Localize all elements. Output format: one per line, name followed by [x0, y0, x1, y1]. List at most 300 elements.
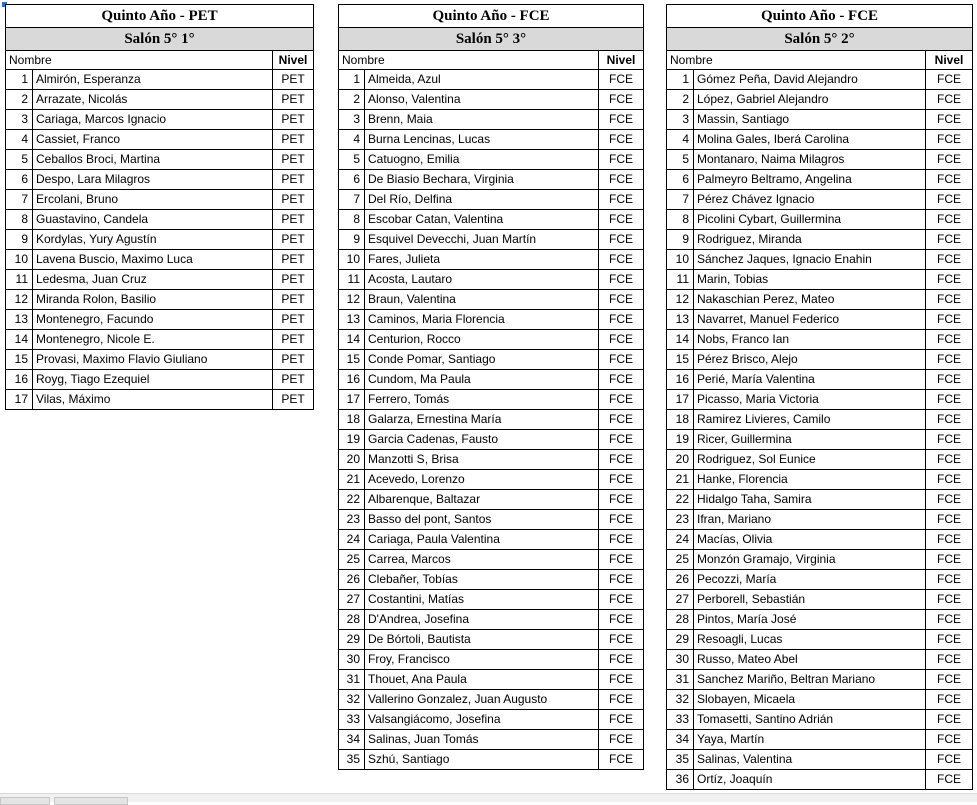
row-number[interactable]: 26: [667, 570, 694, 590]
student-name[interactable]: Nobs, Franco Ian: [694, 330, 926, 350]
student-level[interactable]: FCE: [926, 610, 973, 630]
row-number[interactable]: 34: [339, 730, 365, 750]
table-row: [667, 330, 973, 350]
student-level[interactable]: FCE: [599, 550, 644, 570]
student-name[interactable]: Garcia Cadenas, Fausto: [365, 430, 599, 450]
student-name[interactable]: Galarza, Ernestina María: [365, 410, 599, 430]
student-level[interactable]: FCE: [599, 290, 644, 310]
row-number[interactable]: 5: [667, 150, 694, 170]
row-number[interactable]: 20: [339, 450, 365, 470]
student-name[interactable]: Esquivel Devecchi, Juan Martín: [365, 230, 599, 250]
row-number[interactable]: 16: [339, 370, 365, 390]
student-level[interactable]: FCE: [926, 450, 973, 470]
student-level[interactable]: FCE: [926, 510, 973, 530]
student-name[interactable]: Clebañer, Tobías: [365, 570, 599, 590]
student-name[interactable]: De Bórtoli, Bautista: [365, 630, 599, 650]
student-level[interactable]: FCE: [926, 570, 973, 590]
row-number[interactable]: 25: [667, 550, 694, 570]
student-level[interactable]: FCE: [599, 170, 644, 190]
table-subtitle: Salón 5° 1°: [6, 28, 314, 51]
student-level[interactable]: FCE: [926, 530, 973, 550]
student-name[interactable]: Carrea, Marcos: [365, 550, 599, 570]
row-number[interactable]: 22: [339, 490, 365, 510]
student-name[interactable]: Basso del pont, Santos: [365, 510, 599, 530]
student-name[interactable]: Szhú, Santiago: [365, 750, 599, 770]
student-name[interactable]: Picolini Cybart, Guillermina: [694, 210, 926, 230]
student-level[interactable]: FCE: [926, 110, 973, 130]
student-level[interactable]: PET: [273, 250, 314, 270]
sheet-tab[interactable]: [0, 797, 50, 805]
student-level[interactable]: FCE: [926, 250, 973, 270]
student-name[interactable]: Ifran, Mariano: [694, 510, 926, 530]
row-number[interactable]: 7: [6, 190, 33, 210]
row-number[interactable]: 28: [339, 610, 365, 630]
row-number[interactable]: 23: [339, 510, 365, 530]
student-level[interactable]: FCE: [599, 370, 644, 390]
student-level[interactable]: FCE: [599, 90, 644, 110]
table-subtitle: Salón 5° 3°: [339, 28, 644, 51]
row-number[interactable]: 1: [667, 70, 694, 90]
row-number[interactable]: 30: [667, 650, 694, 670]
row-number[interactable]: 6: [339, 170, 365, 190]
student-name[interactable]: Braun, Valentina: [365, 290, 599, 310]
row-number[interactable]: 10: [6, 250, 33, 270]
student-level[interactable]: FCE: [926, 230, 973, 250]
student-name[interactable]: Almirón, Esperanza: [33, 70, 273, 90]
student-name[interactable]: Escobar Catan, Valentina: [365, 210, 599, 230]
student-level[interactable]: FCE: [599, 510, 644, 530]
row-number[interactable]: 15: [339, 350, 365, 370]
student-level[interactable]: PET: [273, 270, 314, 290]
student-name[interactable]: López, Gabriel Alejandro: [694, 90, 926, 110]
student-name[interactable]: Cassiet, Franco: [33, 130, 273, 150]
table-row: [667, 310, 973, 330]
row-number[interactable]: 4: [667, 130, 694, 150]
student-level[interactable]: PET: [273, 70, 314, 90]
student-level[interactable]: FCE: [926, 370, 973, 390]
row-number[interactable]: 12: [6, 290, 33, 310]
student-name[interactable]: Froy, Francisco: [365, 650, 599, 670]
student-name[interactable]: Catuogno, Emilia: [365, 150, 599, 170]
row-number[interactable]: 4: [6, 130, 33, 150]
table-row: [6, 130, 314, 150]
table-row: [667, 150, 973, 170]
student-name[interactable]: Salinas, Juan Tomás: [365, 730, 599, 750]
student-level[interactable]: FCE: [599, 150, 644, 170]
student-name[interactable]: Pérez Brisco, Alejo: [694, 350, 926, 370]
row-number[interactable]: 6: [6, 170, 33, 190]
table-row: [667, 210, 973, 230]
row-number[interactable]: 29: [667, 630, 694, 650]
student-name[interactable]: Ercolani, Bruno: [33, 190, 273, 210]
student-name[interactable]: Pecozzi, María: [694, 570, 926, 590]
row-number[interactable]: 10: [339, 250, 365, 270]
student-level[interactable]: FCE: [599, 110, 644, 130]
row-number[interactable]: 6: [667, 170, 694, 190]
row-number[interactable]: 13: [6, 310, 33, 330]
row-number[interactable]: 19: [339, 430, 365, 450]
row-number[interactable]: 14: [339, 330, 365, 350]
table-row: [667, 190, 973, 210]
row-number[interactable]: 21: [667, 470, 694, 490]
student-name[interactable]: Sánchez Jaques, Ignacio Enahin: [694, 250, 926, 270]
student-name[interactable]: Rodriguez, Miranda: [694, 230, 926, 250]
row-number[interactable]: 12: [667, 290, 694, 310]
row-number[interactable]: 30: [339, 650, 365, 670]
row-number[interactable]: 29: [339, 630, 365, 650]
student-level[interactable]: PET: [273, 130, 314, 150]
student-level[interactable]: FCE: [599, 330, 644, 350]
table-row: [667, 750, 973, 770]
class-table-fce-2: [666, 4, 973, 790]
table-row: [6, 210, 314, 230]
student-name[interactable]: Marin, Tobias: [694, 270, 926, 290]
student-level[interactable]: FCE: [926, 330, 973, 350]
row-number[interactable]: 36: [667, 770, 694, 790]
student-level[interactable]: PET: [273, 310, 314, 330]
student-level[interactable]: FCE: [599, 410, 644, 430]
column-header-level: Nivel: [599, 51, 644, 70]
student-name[interactable]: Rodriguez, Sol Eunice: [694, 450, 926, 470]
sheet-tab[interactable]: [54, 797, 128, 805]
student-name[interactable]: Pintos, María José: [694, 610, 926, 630]
row-number[interactable]: 4: [339, 130, 365, 150]
student-name[interactable]: Hanke, Florencia: [694, 470, 926, 490]
table-row: [339, 470, 644, 490]
student-level[interactable]: FCE: [926, 90, 973, 110]
student-name[interactable]: Costantini, Matías: [365, 590, 599, 610]
student-level[interactable]: FCE: [599, 350, 644, 370]
student-name[interactable]: Ricer, Guillermina: [694, 430, 926, 450]
student-name[interactable]: Macías, Olivia: [694, 530, 926, 550]
student-level[interactable]: FCE: [599, 730, 644, 750]
table-row: [667, 730, 973, 750]
table-row: [339, 210, 644, 230]
student-name[interactable]: Ortíz, Joaquín: [694, 770, 926, 790]
student-level[interactable]: FCE: [926, 290, 973, 310]
student-name[interactable]: Palmeyro Beltramo, Angelina: [694, 170, 926, 190]
student-level[interactable]: PET: [273, 390, 314, 410]
student-name[interactable]: Lavena Buscio, Maximo Luca: [33, 250, 273, 270]
student-name[interactable]: Yaya, Martín: [694, 730, 926, 750]
student-level[interactable]: FCE: [599, 610, 644, 630]
student-name[interactable]: Vilas, Máximo: [33, 390, 273, 410]
student-level[interactable]: FCE: [926, 310, 973, 330]
table-row: [667, 510, 973, 530]
student-level[interactable]: FCE: [926, 710, 973, 730]
student-name[interactable]: Tomasetti, Santino Adrián: [694, 710, 926, 730]
student-level[interactable]: FCE: [599, 470, 644, 490]
student-level[interactable]: FCE: [926, 130, 973, 150]
student-level[interactable]: FCE: [926, 390, 973, 410]
student-level[interactable]: FCE: [599, 490, 644, 510]
row-number[interactable]: 1: [339, 70, 365, 90]
student-level[interactable]: FCE: [926, 350, 973, 370]
row-number[interactable]: 16: [667, 370, 694, 390]
student-name[interactable]: Hidalgo Taha, Samira: [694, 490, 926, 510]
row-number[interactable]: 7: [339, 190, 365, 210]
row-number[interactable]: 24: [339, 530, 365, 550]
student-name[interactable]: Ferrero, Tomás: [365, 390, 599, 410]
student-name[interactable]: Cundom, Ma Paula: [365, 370, 599, 390]
table-row: [667, 90, 973, 110]
student-name[interactable]: Guastavino, Candela: [33, 210, 273, 230]
row-number[interactable]: 11: [6, 270, 33, 290]
student-level[interactable]: FCE: [599, 750, 644, 770]
student-name[interactable]: Russo, Mateo Abel: [694, 650, 926, 670]
row-number[interactable]: 31: [339, 670, 365, 690]
row-number[interactable]: 13: [667, 310, 694, 330]
student-name[interactable]: Manzotti S, Brisa: [365, 450, 599, 470]
student-level[interactable]: PET: [273, 370, 314, 390]
student-name[interactable]: Pérez Chávez Ignacio: [694, 190, 926, 210]
column-header-name: Nombre: [667, 51, 926, 70]
student-level[interactable]: FCE: [926, 470, 973, 490]
student-name[interactable]: Picasso, Maria Victoria: [694, 390, 926, 410]
row-number[interactable]: 5: [339, 150, 365, 170]
table-row: [339, 510, 644, 530]
student-level[interactable]: FCE: [599, 190, 644, 210]
row-number[interactable]: 31: [667, 670, 694, 690]
student-name[interactable]: Navarret, Manuel Federico: [694, 310, 926, 330]
student-name[interactable]: Provasi, Maximo Flavio Giuliano: [33, 350, 273, 370]
student-name[interactable]: Cariaga, Marcos Ignacio: [33, 110, 273, 130]
row-number[interactable]: 9: [6, 230, 33, 250]
student-name[interactable]: Monzón Gramajo, Virginia: [694, 550, 926, 570]
student-level[interactable]: FCE: [599, 710, 644, 730]
row-number[interactable]: 11: [339, 270, 365, 290]
student-name[interactable]: D'Andrea, Josefina: [365, 610, 599, 630]
student-level[interactable]: FCE: [926, 210, 973, 230]
student-level[interactable]: PET: [273, 290, 314, 310]
row-number[interactable]: 1: [6, 70, 33, 90]
student-level[interactable]: FCE: [926, 270, 973, 290]
student-level[interactable]: FCE: [599, 650, 644, 670]
student-level[interactable]: FCE: [926, 690, 973, 710]
student-level[interactable]: PET: [273, 170, 314, 190]
row-number[interactable]: 34: [667, 730, 694, 750]
student-name[interactable]: Molina Gales, Iberá Carolina: [694, 130, 926, 150]
row-number[interactable]: 2: [339, 90, 365, 110]
student-level[interactable]: FCE: [599, 590, 644, 610]
student-name[interactable]: Acosta, Lautaro: [365, 270, 599, 290]
table-row: [339, 590, 644, 610]
table-row: [667, 690, 973, 710]
student-level[interactable]: FCE: [926, 750, 973, 770]
student-level[interactable]: FCE: [599, 270, 644, 290]
student-name[interactable]: Ledesma, Juan Cruz: [33, 270, 273, 290]
student-level[interactable]: PET: [273, 110, 314, 130]
student-name[interactable]: Centurion, Rocco: [365, 330, 599, 350]
student-name[interactable]: Montenegro, Nicole E.: [33, 330, 273, 350]
table-row: [6, 330, 314, 350]
row-number[interactable]: 3: [6, 110, 33, 130]
row-number[interactable]: 8: [339, 210, 365, 230]
student-level[interactable]: FCE: [599, 130, 644, 150]
table-row: [6, 150, 314, 170]
student-level[interactable]: PET: [273, 230, 314, 250]
student-level[interactable]: FCE: [599, 570, 644, 590]
table-row: [6, 310, 314, 330]
student-name[interactable]: Conde Pomar, Santiago: [365, 350, 599, 370]
student-name[interactable]: Kordylas, Yury Agustín: [33, 230, 273, 250]
student-name[interactable]: Perborell, Sebastián: [694, 590, 926, 610]
student-level[interactable]: PET: [273, 190, 314, 210]
student-name[interactable]: Valsangiácomo, Josefina: [365, 710, 599, 730]
student-name[interactable]: Burna Lencinas, Lucas: [365, 130, 599, 150]
student-level[interactable]: FCE: [926, 190, 973, 210]
student-name[interactable]: De Biasio Bechara, Virginia: [365, 170, 599, 190]
row-number[interactable]: 17: [667, 390, 694, 410]
row-number[interactable]: 24: [667, 530, 694, 550]
student-name[interactable]: Gómez Peña, David Alejandro: [694, 70, 926, 90]
row-number[interactable]: 13: [339, 310, 365, 330]
row-number[interactable]: 33: [339, 710, 365, 730]
student-name[interactable]: Sanchez Mariño, Beltran Mariano: [694, 670, 926, 690]
student-level[interactable]: FCE: [926, 670, 973, 690]
student-level[interactable]: PET: [273, 330, 314, 350]
row-number[interactable]: 23: [667, 510, 694, 530]
student-level[interactable]: FCE: [926, 150, 973, 170]
row-number[interactable]: 15: [667, 350, 694, 370]
row-number[interactable]: 25: [339, 550, 365, 570]
row-number[interactable]: 18: [667, 410, 694, 430]
row-number[interactable]: 5: [6, 150, 33, 170]
student-level[interactable]: FCE: [599, 690, 644, 710]
student-level[interactable]: FCE: [599, 230, 644, 250]
student-name[interactable]: Alonso, Valentina: [365, 90, 599, 110]
student-level[interactable]: FCE: [926, 630, 973, 650]
student-name[interactable]: Brenn, Maia: [365, 110, 599, 130]
student-level[interactable]: FCE: [926, 550, 973, 570]
row-number[interactable]: 9: [667, 230, 694, 250]
student-level[interactable]: FCE: [599, 530, 644, 550]
row-number[interactable]: 14: [667, 330, 694, 350]
row-number[interactable]: 35: [667, 750, 694, 770]
student-level[interactable]: FCE: [926, 490, 973, 510]
row-number[interactable]: 8: [6, 210, 33, 230]
row-number[interactable]: 19: [667, 430, 694, 450]
student-level[interactable]: FCE: [599, 390, 644, 410]
student-level[interactable]: FCE: [599, 670, 644, 690]
student-name[interactable]: Arrazate, Nicolás: [33, 90, 273, 110]
student-name[interactable]: Miranda Rolon, Basilio: [33, 290, 273, 310]
student-level[interactable]: FCE: [599, 450, 644, 470]
student-name[interactable]: Despo, Lara Milagros: [33, 170, 273, 190]
student-level[interactable]: FCE: [599, 210, 644, 230]
student-name[interactable]: Perié, María Valentina: [694, 370, 926, 390]
student-level[interactable]: PET: [273, 150, 314, 170]
row-number[interactable]: 10: [667, 250, 694, 270]
row-number[interactable]: 27: [667, 590, 694, 610]
row-number[interactable]: 22: [667, 490, 694, 510]
row-number[interactable]: 27: [339, 590, 365, 610]
row-number[interactable]: 11: [667, 270, 694, 290]
row-number[interactable]: 9: [339, 230, 365, 250]
table-row: [667, 530, 973, 550]
student-level[interactable]: FCE: [926, 730, 973, 750]
table-row: [339, 390, 644, 410]
student-name[interactable]: Thouet, Ana Paula: [365, 670, 599, 690]
row-number[interactable]: 7: [667, 190, 694, 210]
student-name[interactable]: Resoagli, Lucas: [694, 630, 926, 650]
student-name[interactable]: Slobayen, Micaela: [694, 690, 926, 710]
student-level[interactable]: FCE: [599, 630, 644, 650]
row-number[interactable]: 26: [339, 570, 365, 590]
student-name[interactable]: Cariaga, Paula Valentina: [365, 530, 599, 550]
student-level[interactable]: FCE: [926, 410, 973, 430]
student-name[interactable]: Nakaschian Perez, Mateo: [694, 290, 926, 310]
student-name[interactable]: Fares, Julieta: [365, 250, 599, 270]
student-name[interactable]: Almeida, Azul: [365, 70, 599, 90]
row-number[interactable]: 32: [667, 690, 694, 710]
row-number[interactable]: 17: [339, 390, 365, 410]
row-number[interactable]: 18: [339, 410, 365, 430]
row-number[interactable]: 15: [6, 350, 33, 370]
student-name[interactable]: Ramirez Livieres, Camilo: [694, 410, 926, 430]
student-name[interactable]: Acevedo, Lorenzo: [365, 470, 599, 490]
row-number[interactable]: 20: [667, 450, 694, 470]
student-level[interactable]: FCE: [926, 590, 973, 610]
student-name[interactable]: Massin, Santiago: [694, 110, 926, 130]
row-number[interactable]: 28: [667, 610, 694, 630]
row-number[interactable]: 16: [6, 370, 33, 390]
student-name[interactable]: Vallerino Gonzalez, Juan Augusto: [365, 690, 599, 710]
student-name[interactable]: Ceballos Broci, Martina: [33, 150, 273, 170]
row-number[interactable]: 33: [667, 710, 694, 730]
row-number[interactable]: 3: [667, 110, 694, 130]
student-level[interactable]: PET: [273, 210, 314, 230]
student-name[interactable]: Albarenque, Baltazar: [365, 490, 599, 510]
student-name[interactable]: Del Río, Delfina: [365, 190, 599, 210]
student-level[interactable]: FCE: [926, 70, 973, 90]
row-number[interactable]: 21: [339, 470, 365, 490]
table-row: [667, 470, 973, 490]
student-level[interactable]: FCE: [599, 250, 644, 270]
student-level[interactable]: FCE: [926, 770, 973, 790]
table-row: [6, 370, 314, 390]
row-number[interactable]: 8: [667, 210, 694, 230]
row-number[interactable]: 3: [339, 110, 365, 130]
student-level[interactable]: FCE: [599, 310, 644, 330]
table-row: [339, 430, 644, 450]
row-number[interactable]: 2: [6, 90, 33, 110]
student-name[interactable]: Royg, Tiago Ezequiel: [33, 370, 273, 390]
row-number[interactable]: 12: [339, 290, 365, 310]
row-number[interactable]: 2: [667, 90, 694, 110]
student-level[interactable]: FCE: [926, 430, 973, 450]
table-row: [6, 90, 314, 110]
student-level[interactable]: FCE: [926, 170, 973, 190]
row-number[interactable]: 17: [6, 390, 33, 410]
student-name[interactable]: Montanaro, Naima Milagros: [694, 150, 926, 170]
student-name[interactable]: Salinas, Valentina: [694, 750, 926, 770]
table-row: [667, 110, 973, 130]
row-number[interactable]: 35: [339, 750, 365, 770]
student-level[interactable]: FCE: [599, 430, 644, 450]
table-row: [6, 110, 314, 130]
student-level[interactable]: PET: [273, 90, 314, 110]
student-name[interactable]: Caminos, Maria Florencia: [365, 310, 599, 330]
student-name[interactable]: Montenegro, Facundo: [33, 310, 273, 330]
row-number[interactable]: 32: [339, 690, 365, 710]
table-title: Quinto Año - FCE: [667, 5, 973, 28]
student-level[interactable]: FCE: [599, 70, 644, 90]
row-number[interactable]: 14: [6, 330, 33, 350]
student-level[interactable]: FCE: [926, 650, 973, 670]
student-level[interactable]: PET: [273, 350, 314, 370]
table-row: [339, 270, 644, 290]
